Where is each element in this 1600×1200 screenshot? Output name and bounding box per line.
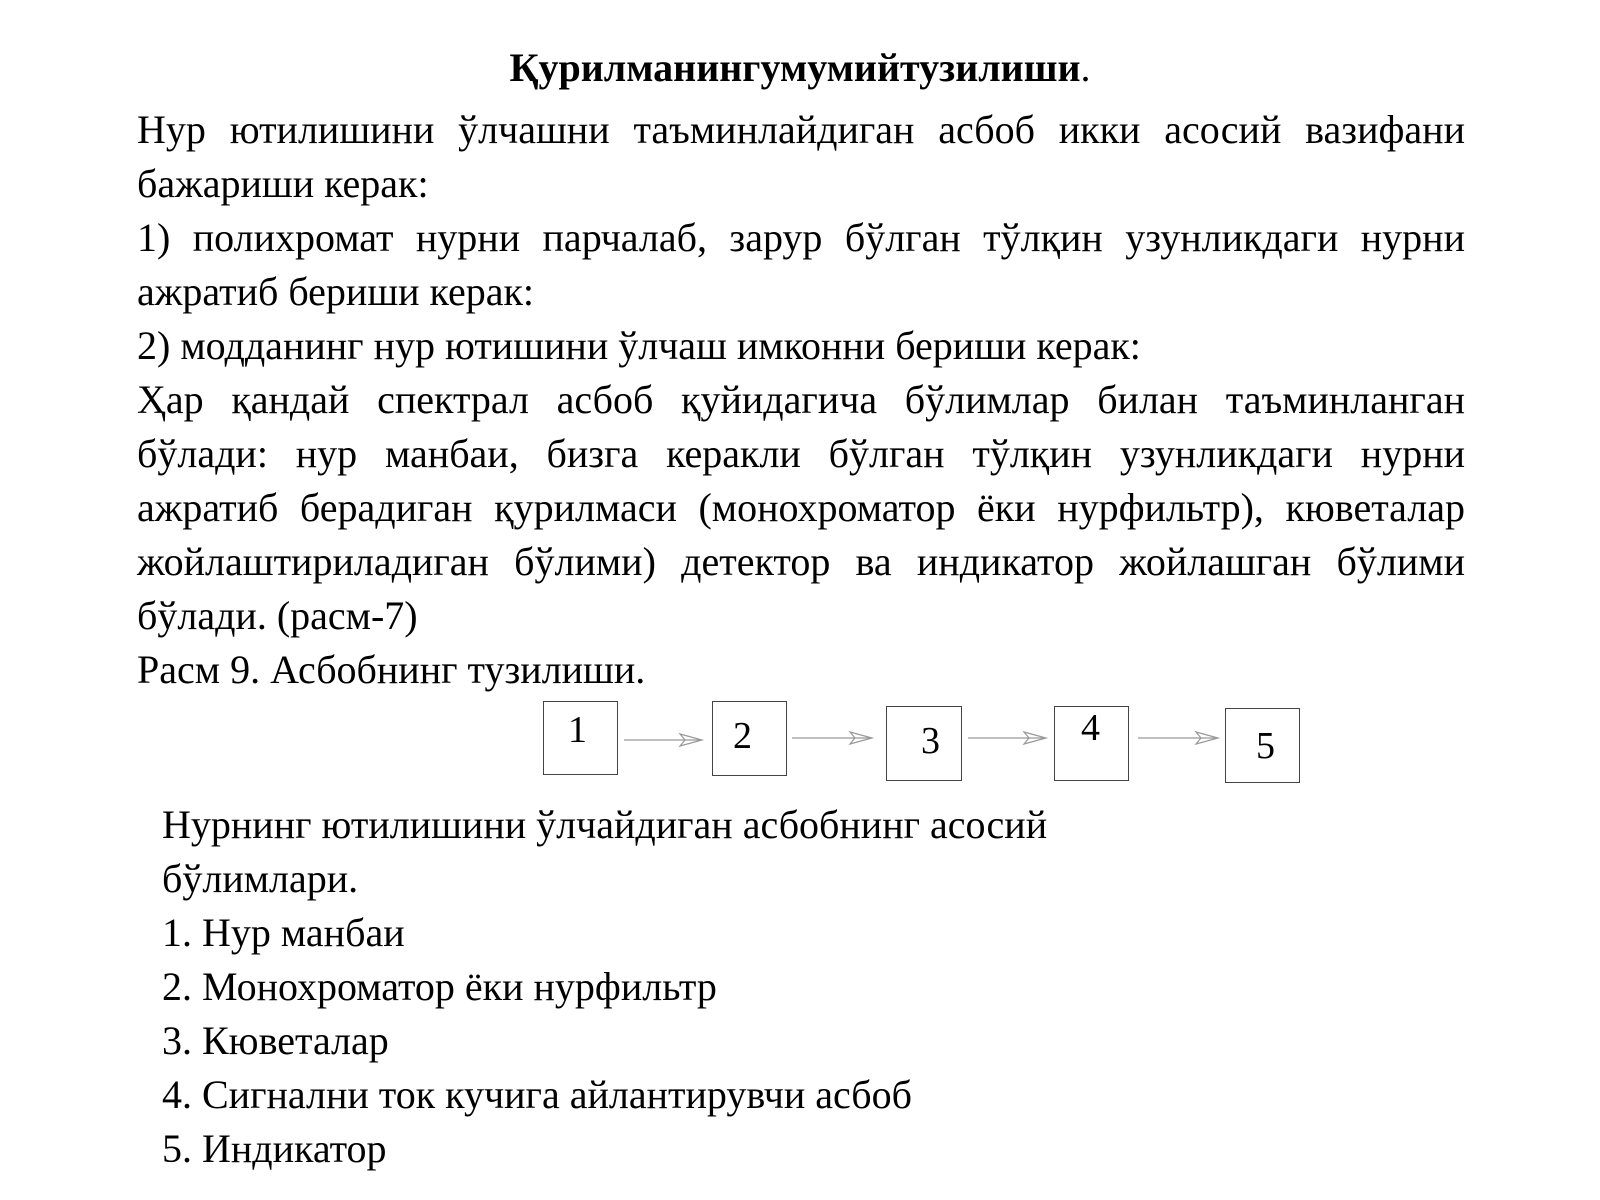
parts-list — [162, 798, 1047, 1176]
parts-item-5: 5. Индикатор — [162, 1126, 387, 1171]
arrow-4-5 — [1138, 732, 1218, 744]
title-period: . — [1080, 45, 1091, 90]
arrow-2-3 — [792, 732, 872, 744]
diagram-box-4-label: 4 — [1081, 707, 1100, 749]
diagram-box-3-label: 3 — [921, 720, 940, 762]
intro-item-2: 2) модданинг нур ютишини ўлчаш имконни бериши керак: — [137, 323, 1141, 368]
title-text: Қурилманингумумийтузилиши — [509, 45, 1081, 90]
intro-paragraph-1: Нур ютилишини ўлчашни таъминлайдиган асбоб икки асосий вазифани бажариши керак: — [137, 107, 1465, 206]
diagram-box-2-label: 2 — [733, 715, 752, 757]
diagram-box-3 — [886, 706, 962, 781]
parts-item-4: 4. Сигнални ток кучига айлантирувчи асбоб — [162, 1072, 912, 1117]
arrow-3-4 — [968, 732, 1046, 744]
arrow-1-2 — [624, 734, 702, 746]
page-title — [0, 42, 1600, 94]
intro-paragraph-2: Ҳар қандай спектрал асбоб қуйидагича бўлимлар билан таъминланган бўлади: нур манбаи, бизга керакли бўлган тўлқин узунликдаги нурни ажратиб берадиган қурилмаси (монохроматор ёки нурфильтр), кюветалар жойлаштириладиган бўлими) детектор ва индикатор жойлашган бўлими бўлади. (расм-7) — [137, 377, 1465, 638]
diagram-box-2 — [712, 701, 787, 776]
parts-title-line-2: бўлимлари. — [162, 856, 359, 901]
diagram-box-5-label: 5 — [1256, 725, 1275, 767]
figure-caption: Расм 9. Асбобнинг тузилиши. — [137, 647, 646, 692]
diagram-box-1 — [543, 701, 618, 775]
intro-text — [137, 103, 1465, 697]
parts-item-3: 3. Кюветалар — [162, 1018, 389, 1063]
parts-item-2: 2. Монохроматор ёки нурфильтр — [162, 964, 717, 1009]
diagram-box-5 — [1225, 708, 1300, 783]
intro-item-1: 1) полихромат нурни парчалаб, зарур бўлган тўлқин узунликдаги нурни ажратиб бериши керак: — [137, 215, 1465, 314]
parts-title-line-1: Нурнинг ютилишини ўлчайдиган асбобнинг асосий — [162, 802, 1048, 847]
parts-item-1: 1. Нур манбаи — [162, 910, 405, 955]
diagram-box-1-label: 1 — [568, 709, 587, 751]
diagram-box-4 — [1054, 706, 1129, 781]
